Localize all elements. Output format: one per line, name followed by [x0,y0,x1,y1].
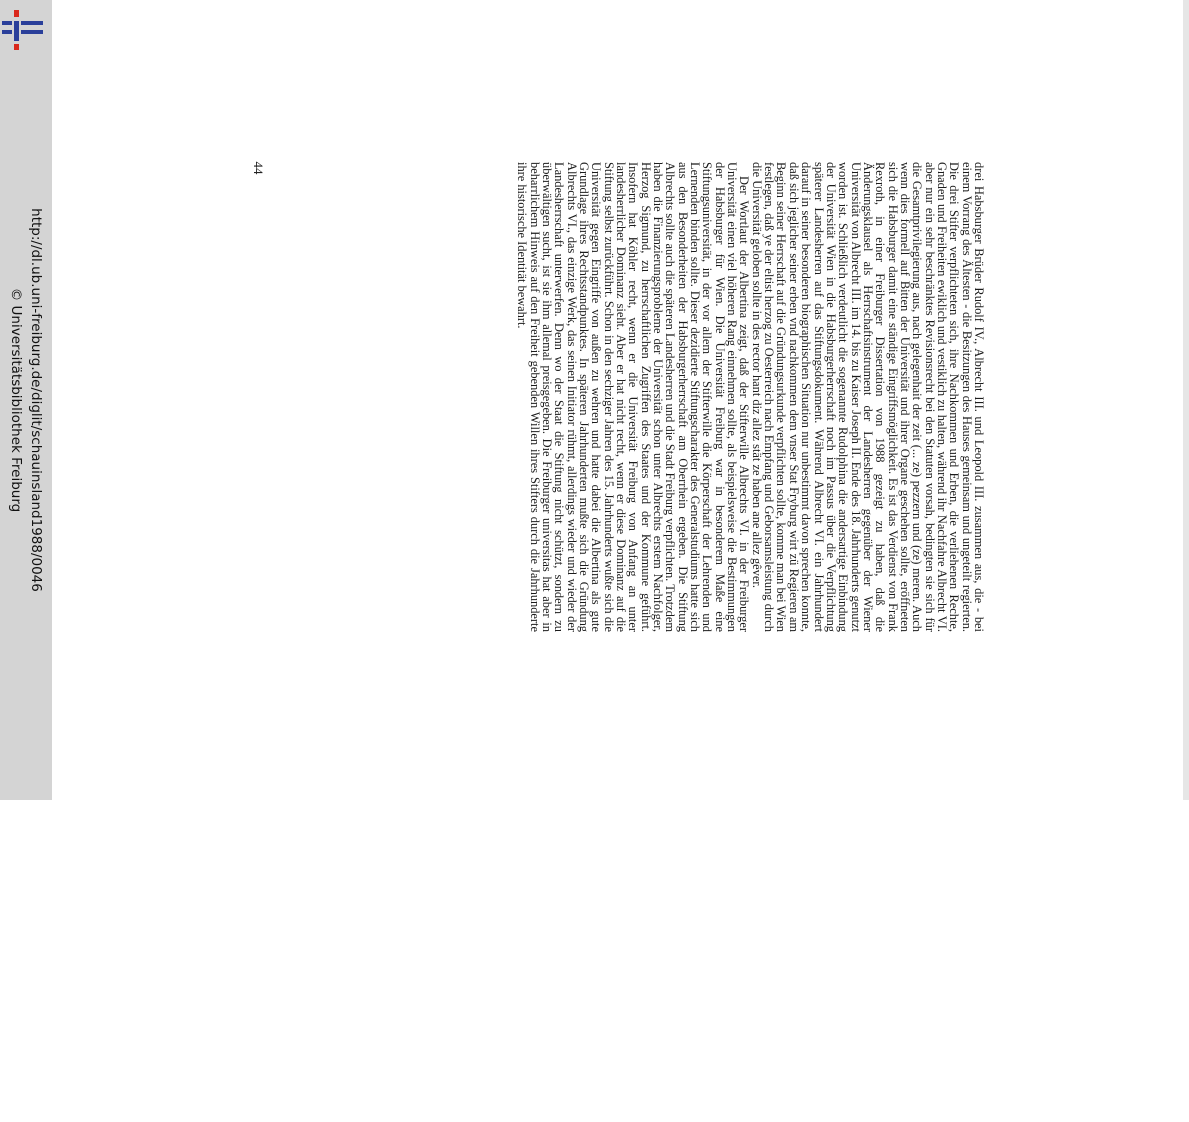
source-url[interactable]: http://dl.ub.uni-freiburg.de/diglit/schauinsland1988/0046 [28,208,44,592]
scanned-page [515,162,986,1122]
page-number: 44 [251,161,266,175]
paragraph-2: Der Wortlaut der Albertina zeigt, daß der Stifterwille Albrechts VI. in der Freiburger Universität einen viel höheren Rang einnehmen sollte, als beispielsweise die Bestimmungen der Habsburger für Wien. Die Universität Freiburg war in besonderem Maße eine Stiftungsuniversität, in der vor allem der Stifterwille die Körperschaft der Lehrenden und Lernenden binden sollte. Dieser dezidierte Stiftungscharakter des Generalstudiums hatte sich aus den Besonderheiten der Habsburgerherrschaft am Oberrhein ergeben. Die Stiftung Albrechts sollte auch die späteren Landesherren und die Stadt Freiburg verpflichten. Trotzdem haben die Finanzierungsprobleme der Universität schon unter Albrechts erstem Nachfolger, Herzog Sigmund, zu herrschaftlichen Zugriffen des Staates und der Kommune geführt. Insofern hat Köhler recht, wenn er die Universität Freiburg von Anfang an unter landesherrlicher Dominanz sieht. Aber er hat nicht recht, wenn er diese Dominanz auf die Stiftung selbst zurückführt. Schon in den sechziger Jahren des 15. Jahrhunderts wußte sich die Universität gegen Eingriffe von außen zu wehren und hatte dabei die Albertina als gute Grundlage ihres Rechtsstandpunktes. In späteren Jahrhunderten mußte sich die Gründung Albrechts VI., das einzige Werk, das seinen Initiator rühmt, allerdings wieder und wieder der Landesherrschaft unterwerfen. Denn wo der Staat die Stiftung nicht schützt, sondern zu überwältigen sucht, ist sie ihm allemal preisgegeben. Die Freiburger universitas hat aber in beharrlichem Hinweis auf den Freiheit gebenden Willen ihres Stifters durch die Jahrhunderte ihre historische Identität bewahrt. [515,162,752,632]
copyright-notice: © Universitätsbibliothek Freiburg [8,287,24,513]
sidebar [0,0,52,800]
page-body-text [516,162,985,632]
scrollbar-edge[interactable] [1183,0,1189,800]
paragraph-1: drei Habsburger Brüder Rudolf IV., Albrecht III. und Leopold III. zusammen aus, die - bei einem Vorrang des Ältesten - die Besitzungen des Hauses gemeinsam und ungeteilt regierten. Die drei Stifter verpflichteten sich, ihre Nachkommen und Erben, die verliehenen Rechte, Gnaden und Freiheiten ewiklich und vestiklich zu halten, während ihr Nachfahre Albrecht VI. aber nur ein sehr beschränktes Revisionsrecht bei den Statuten vorsah, bedingten sie sich für die Gesamtprivilegierung aus, nach gelegenhait der zeit (... ze) pezzern und (ze) meren. Auch wenn dies formell auf Bitten der Universität und ihrer Organe geschehen sollte, eröffneten sich die Habsburger damit eine ständige Eingriffsmöglichkeit. Es ist das Verdienst von Frank Rexroth, in einer Freiburger Dissertation von 1988 gezeigt zu haben, daß die Änderungsklausel als Herrschaftsinstrument der Landesherren gegenüber der Wiener Universität von Albrecht III. im 14. bis zu Kaiser Joseph II. Ende des 18. Jahrhunderts genutzt worden ist. Schließlich verdeutlicht die sogenannte Rudolphina die andersartige Einbindung der Universität Wien in die Habsburgerherrschaft noch im Passus über die Verpflichtung späterer Landesherren auf das Stiftungsdokument. Während Albrecht VI. ein Jahrhundert darauf in seiner besonderen biographischen Situation nur unbestimmt davon sprechen konnte, daß sich jeglicher seiner erben vnd nachkommen dem vnser Stat Fryburg wirt zü Regieren am Beginn seiner Herrschaft auf die Gründungsurkunde verpflichten sollte, komme man bei Wien festlegen, daß ye der eltist herzog zu Oesterreich nach Empfang und Geborsamsleistung durch die Universität geloben sollte in des rector hant diz allez stät ze haben ane allez gêver. [749,162,986,632]
source-attribution [6,208,46,592]
university-library-logo-icon [2,8,44,50]
